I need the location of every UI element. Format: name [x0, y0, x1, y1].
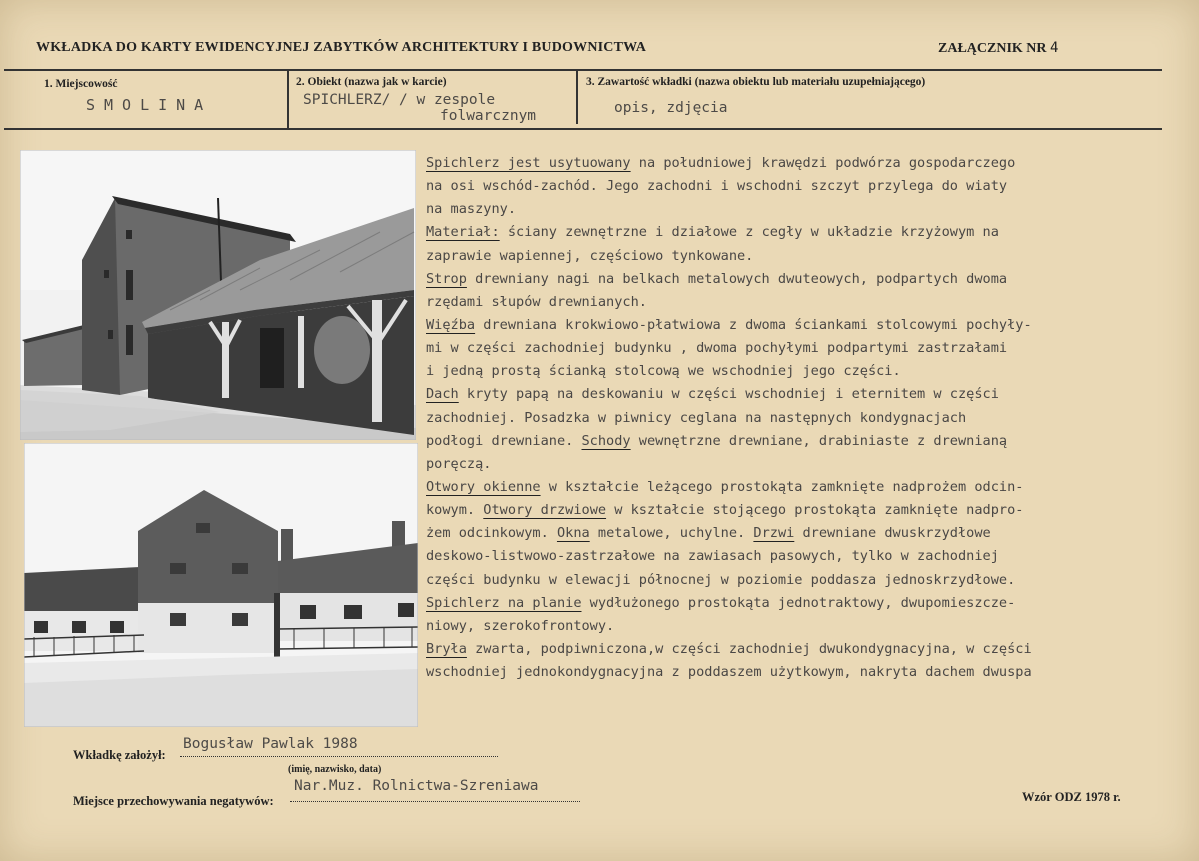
description-line — [426, 291, 1196, 314]
description-segment: poręczą. — [426, 455, 492, 472]
description-heading: Materiał: — [426, 224, 500, 241]
granary-photo-1 — [20, 150, 416, 440]
description-line — [426, 661, 1196, 684]
description-line — [426, 268, 1196, 291]
description-heading: Drzwi — [753, 525, 795, 542]
description-line — [426, 245, 1196, 268]
description-segment: kowym. — [426, 502, 484, 519]
storage-label: Miejsce przechowywania negatywów: — [73, 794, 274, 808]
description-line — [426, 360, 1196, 383]
description-segment: i jedną prostą ścianką stolcową we wschodniej jego części. — [426, 363, 901, 380]
description-heading: Okna — [556, 525, 590, 542]
description-heading: Otwory okienne — [426, 478, 541, 495]
description-segment: na południowej krawędzi podwórza gospodarczego — [630, 155, 1016, 171]
author-hint: (imię, nazwisko, data) — [288, 764, 382, 775]
description-segment: drewniana krokwiowo-płatwiowa z dwoma ściankami stolcowymi pochyły- — [475, 316, 1032, 333]
description-heading: Bryła — [426, 640, 467, 657]
description-line — [426, 615, 1196, 638]
description-segment: w kształcie stojącego prostokąta zamknięte nadpro- — [606, 502, 1024, 519]
description-heading: Spichlerz jest usytuowany — [426, 155, 631, 171]
description-segment: drewniany nagi na belkach metalowych dwuteowych, podpartych dwoma — [466, 270, 1008, 287]
description-segment: zachodniej. Posadzka w piwnicy ceglana na następnych kondygnacjach — [426, 409, 967, 426]
object-label: 2. Obiekt (nazwa jak w karcie) — [296, 76, 447, 88]
contents-value: opis, zdjęcia — [614, 100, 728, 116]
description-segment: części budynku w elewacji północnej w poziomie poddasza jednoskrzydłowe. — [426, 571, 1016, 588]
contents-label: 3. Zawartość wkładki (nazwa obiektu lub materiału uzupełniającego) — [586, 76, 926, 88]
header-rule-bottom — [4, 128, 1162, 130]
storage-value: Nar.Muz. Rolnictwa-Szreniawa — [294, 778, 539, 794]
description-line — [426, 522, 1196, 545]
form-reference: Wzór ODZ 1978 r. — [1022, 790, 1121, 804]
description-line — [426, 221, 1196, 244]
object-value-line1: SPICHLERZ/ / w zespole — [303, 92, 496, 108]
description-line — [426, 314, 1196, 337]
description-segment: niowy, szerokofrontowy. — [426, 617, 615, 634]
description-line — [426, 175, 1196, 198]
description-heading: Spichlerz na planie — [426, 594, 582, 611]
annex-number: 4 — [1050, 40, 1059, 56]
locality-value: SMOLINA — [86, 96, 213, 114]
author-dotted-line — [180, 756, 498, 757]
description-heading: Dach — [426, 386, 459, 403]
locality-label: 1. Miejscowość — [44, 78, 118, 90]
description-segment: wydłużonego prostokąta jednotraktowy, dwupomieszcze- — [581, 594, 1016, 611]
description-line — [426, 545, 1196, 568]
description-line — [426, 337, 1196, 360]
description-segment: ściany zewnętrzne i działowe z cegły w układzie krzyżowym na — [499, 224, 999, 241]
description-segment: mi w części zachodniej budynku , dwoma pochyłymi podpartymi zastrzałami — [426, 340, 1008, 357]
description-segment: rzędami słupów drewnianych. — [426, 293, 647, 310]
description-line — [426, 453, 1196, 476]
description-segment: deskowo-listwowo-zastrzałowe na zawiasach pasowych, tylko w zachodniej — [426, 548, 999, 565]
description-line — [426, 569, 1196, 592]
description-line — [426, 592, 1196, 615]
description-heading: Więźba — [426, 316, 476, 333]
description-segment: na osi wschód-zachód. Jego zachodni i wschodni szczyt przylega do wiaty — [426, 178, 1008, 195]
header-rule-top — [4, 69, 1162, 71]
description-line — [426, 430, 1196, 453]
description-line — [426, 638, 1196, 661]
description-line — [426, 499, 1196, 522]
description-segment: zaprawie wapiennej, częściowo tynkowane. — [426, 247, 754, 264]
description-segment: podłogi drewniane. — [426, 432, 582, 449]
description-segment: wschodniej jednokondygnacyjna z poddaszem użytkowym, nakryta dachem dwuspa — [426, 664, 1032, 681]
description-heading: Schody — [581, 432, 631, 449]
description-line — [426, 383, 1196, 406]
field-divider-2 — [576, 70, 578, 124]
author-label: Wkładkę założył: — [73, 748, 166, 762]
field-divider-1 — [287, 70, 289, 128]
annex-label — [938, 40, 1058, 57]
description-heading: Otwory drzwiowe — [483, 502, 607, 519]
description-text — [426, 152, 1196, 684]
description-segment: żem odcinkowym. — [426, 525, 557, 542]
description-segment: zwarta, podpiwniczona,w części zachodniej dwukondygnacyjna, w części — [466, 640, 1032, 657]
description-segment: na maszyny. — [426, 201, 517, 218]
author-value: Bogusław Pawlak 1988 — [183, 736, 358, 752]
description-segment: kryty papą na deskowaniu w części wschodniej i eternitem w części — [458, 386, 999, 403]
description-segment: w kształcie leżącego prostokąta zamknięte nadprożem odcin- — [540, 478, 1024, 495]
annex-label-text: ZAŁĄCZNIK NR — [938, 41, 1047, 56]
description-segment: drewniane dwuskrzydłowe — [794, 525, 991, 542]
granary-photo-2 — [24, 443, 418, 727]
form-title: WKŁADKA DO KARTY EWIDENCYJNEJ ZABYTKÓW ARCHITEKTURY I BUDOWNICTWA — [36, 40, 647, 55]
description-segment: metalowe, uchylne. — [589, 525, 754, 542]
description-segment: wewnętrzne drewniane, drabiniaste z drewnianą — [630, 432, 1008, 449]
description-line — [426, 198, 1196, 221]
object-value-line2: folwarcznym — [440, 108, 537, 124]
description-line — [426, 407, 1196, 430]
storage-dotted-line — [290, 801, 580, 802]
description-line — [426, 152, 1196, 175]
description-heading: Strop — [426, 270, 467, 287]
description-line — [426, 476, 1196, 499]
